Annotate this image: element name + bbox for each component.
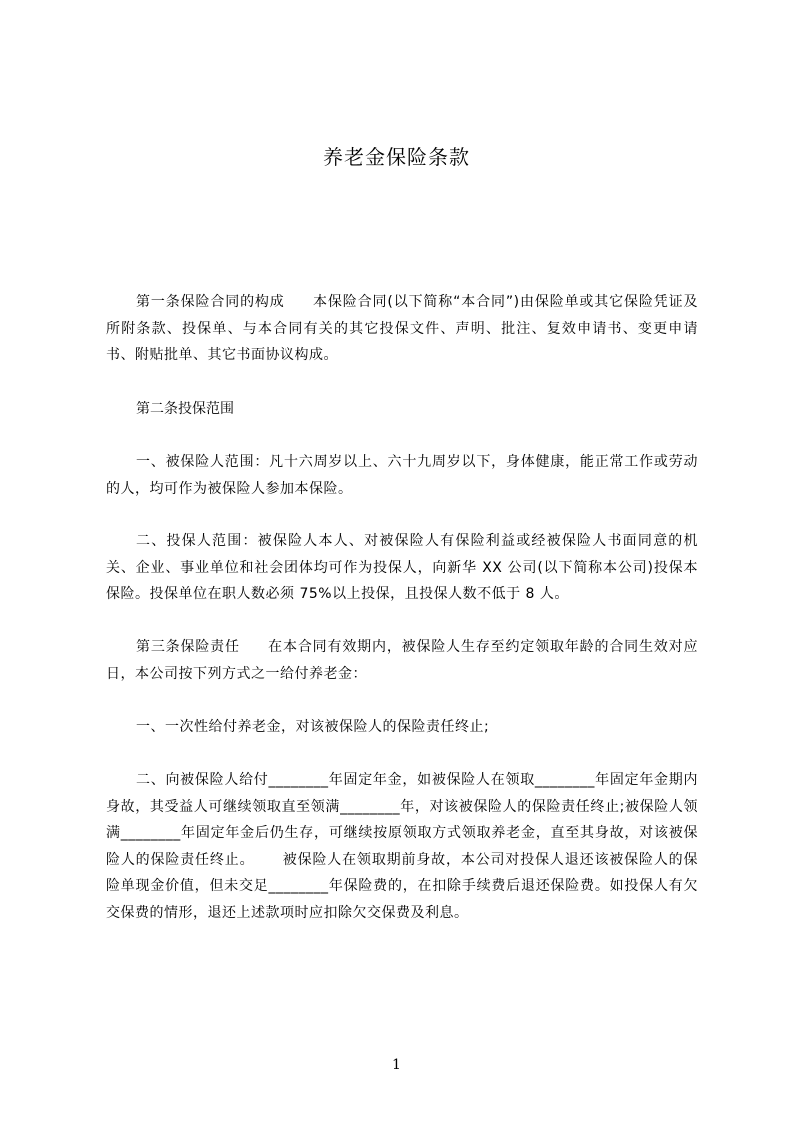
article-3-paragraph [106,634,698,687]
document-title: 养老金保险条款 [323,145,470,169]
article-3-item-2 [106,767,698,926]
page-number: 1 [392,1057,401,1073]
article-1-text: 本保险合同(以下简称“本合同”)由保险单或其它保险凭证及所附条款、投保单、与本合同有关的其它投保文件、声明、批注、复效申请书、变更申请书、附贴批单、其它书面协议构成。 [106,294,698,363]
article-3-item-2-continued: 被保险人在领取期前身故，本公司对投保人退还该被保险人的保险单现金价值，但未交足________年保险费的，在扣除手续费后退还保险费。如投保人有欠交保费的情形，退还上述款项时应扣除欠交保费及利息。 [106,851,698,921]
article-3-item-1: 一、一次性给付养老金，对该被保险人的保险责任终止; [136,719,490,735]
article-2-item-2: 二、投保人范围：被保险人本人、对被保险人有保险利益或经被保险人书面同意的机关、企业、事业单位和社会团体均可作为投保人，向新华 XX 公司(以下简称本公司)投保本保险。投保单位在职人数必须 75%以上投保，且投保人数不低于 8 人。 [106,533,698,602]
article-3-item-2-text: 二、向被保险人给付________年固定年金，如被保险人在领取________年固定年金期内身故，其受益人可继续领取直至领满________年，对该被保险人的保险责任终止;被保险人领满________年固定年金后仍生存，可继续按原领取方式领取养老金，直至其身故，对该被保险人的保险责任终止。 [106,772,698,868]
article-2-item-1: 一、被保险人范围：凡十六周岁以上、六十九周岁以下，身体健康，能正常工作或劳动的人，均可作为被保险人参加本保险。 [106,454,698,497]
article-3-heading: 第三条保险责任 [136,639,240,655]
article-1-heading: 第一条保险合同的构成 [136,294,285,310]
article-2-heading: 第二条投保范围 [136,401,234,417]
article-3-text: 在本合同有效期内，被保险人生存至约定领取年龄的合同生效对应日，本公司按下列方式之一给付养老金： [106,639,699,682]
article-1-paragraph [106,289,698,369]
